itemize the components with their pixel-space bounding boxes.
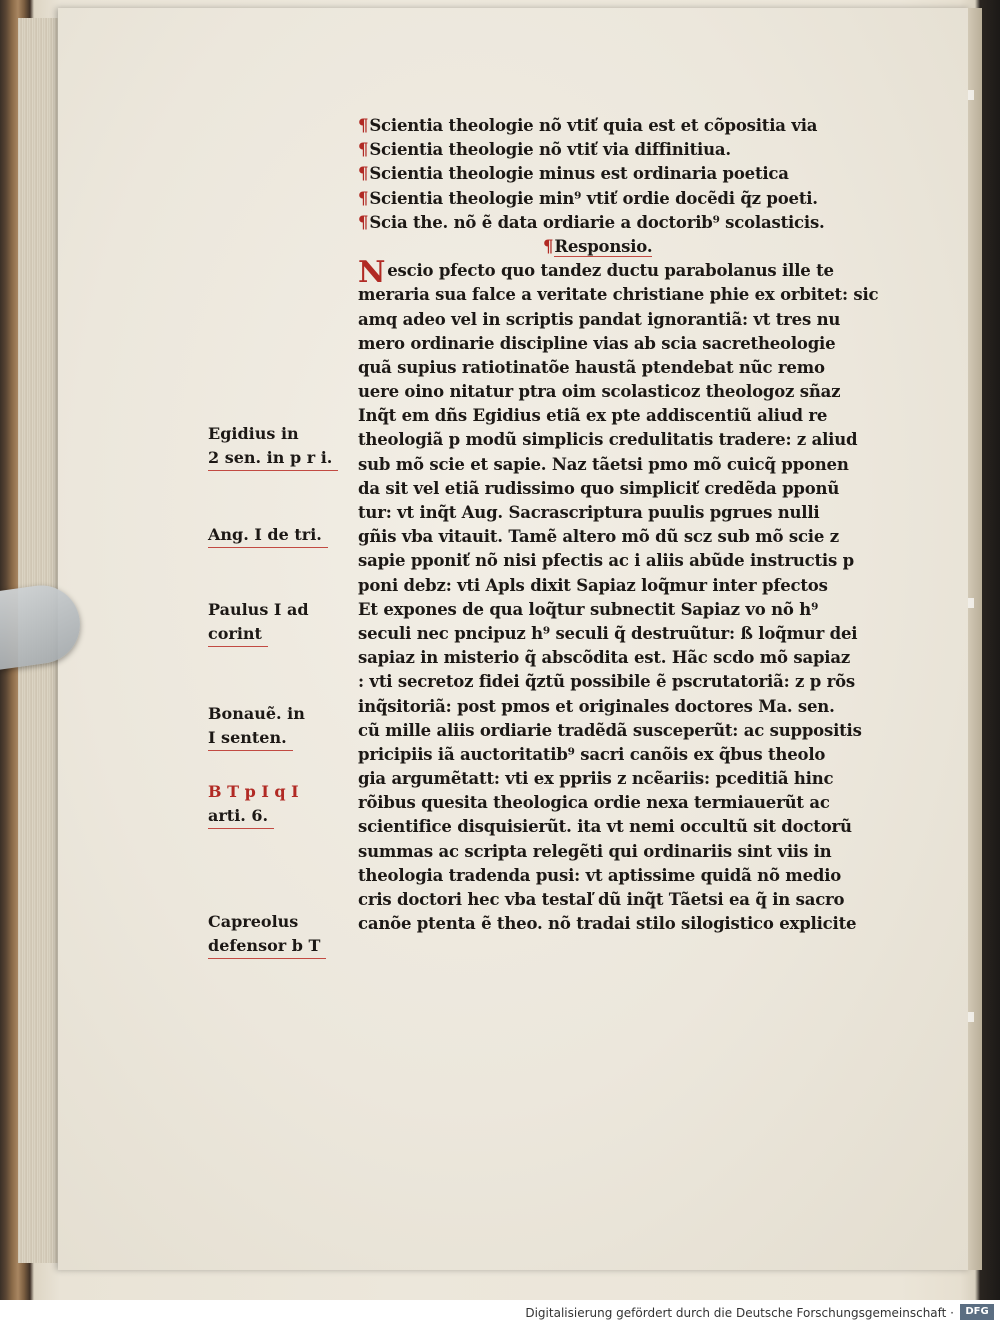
body-line: sub mõ scie et sapie. Naz tãetsi pmo mõ cuicq̃ pponen	[358, 454, 849, 474]
body-line: sapiaz in misterio q̃ abscõdita est. Hãc scdo mõ sapiaz	[358, 648, 851, 668]
body-line: inq̃sitoriã: post pmos et originales doctores Ma. sen.	[358, 696, 835, 716]
page-edge-mark	[968, 90, 974, 100]
body-line: theologiã p modũ simplicis credulitatis tradere: z aliud	[358, 430, 858, 450]
page-edge-mark	[968, 598, 974, 608]
pilcrow-icon: ¶	[358, 164, 369, 184]
page-edge-mark	[968, 1012, 974, 1022]
body-line: amq adeo vel in scriptis pandat ignorantiã: vt tres nu	[358, 309, 841, 329]
heading-line: ¶Scientia theologie min⁹ vtiť ordie docẽdi q̃z poeti.	[358, 188, 818, 208]
pilcrow-icon: ¶	[358, 212, 369, 232]
heading-line: ¶Scientia theologie minus est ordinaria poetica	[358, 164, 789, 184]
body-line: cris doctori hec vba testaľ dũ inq̃t Tãetsi ea q̃ in sacro	[358, 890, 845, 909]
body-line: gia argumẽtatt: vti ex ppriis z ncẽariis: pceditiã hinc	[358, 769, 834, 789]
body-line: summas ac scripta relegẽti qui ordinariis sint viis in	[358, 841, 832, 861]
body-line: sapie pponiť nõ nisi pfectis ac i aliis abũde instructis p	[358, 551, 854, 571]
body-line: canõe ptenta ẽ theo. nõ tradai stilo silogistico explicite	[358, 914, 857, 934]
heading-line: ¶Scientia theologie nõ vtiť quia est et cõpositia via	[358, 116, 818, 135]
body-line: Inq̃t em dñs Egidius etiã ex pte addiscentiũ aliud re	[358, 406, 828, 426]
footer-credit: Digitalisierung gefördert durch die Deutsche Forschungsgemeinschaft ·	[525, 1306, 954, 1320]
pilcrow-icon: ¶	[358, 116, 369, 135]
margin-note: Paulus I ad corint	[208, 598, 309, 647]
body-line: tur: vt inq̃t Aug. Sacrascriptura puulis pgrues nulli	[358, 503, 820, 522]
response-heading: ¶Responsio.	[543, 236, 653, 256]
body-line: scientifice disquisierũt. ita vt nemi occultũ sit doctorũ	[358, 817, 852, 837]
margin-note: Ang. I de tri.	[208, 523, 328, 548]
body-line: gñis vba vitauit. Tamẽ altero mõ dũ scz sub mõ scie z	[358, 527, 839, 547]
facing-page-edge	[968, 8, 982, 1270]
body-line: mero ordinarie discipline vias ab scia sacretheologie	[358, 333, 836, 353]
pilcrow-icon: ¶	[358, 140, 369, 160]
body-line: cũ mille aliis ordiarie tradẽdã susceperũt: ac suppositis	[358, 720, 862, 740]
heading-line: ¶Scia the. nõ ẽ data ordiarie a doctorib⁹ scolasticis.	[358, 212, 825, 232]
body-text	[358, 259, 878, 936]
body-line: : vti secretoz fidei q̃ztũ possibile ẽ pscrutatoriã: z p rõs	[358, 672, 856, 692]
body-line: poni debz: vti Apls dixit Sapiaz loq̃mur inter pfectos	[358, 575, 828, 595]
body-line: uere oino nitatur ptra oim scolasticoz theologoz sñaz	[358, 382, 841, 402]
dfg-logo: DFG	[960, 1304, 994, 1320]
body-line: meraria sua falce a veritate christiane phie ex orbitet: sic	[358, 285, 878, 305]
body-line: seculi nec pncipuz h⁹ seculi q̃ destruũtur: ß loq̃mur dei	[358, 623, 858, 643]
margin-note: Egidius in 2 sen. in p r i.	[208, 422, 338, 471]
pilcrow-icon: ¶	[358, 188, 369, 208]
body-line-first: Nescio pfecto quo tandez ductu parabolanus ille te	[358, 259, 834, 284]
body-line: theologia tradenda pusi: vt aptissime quidã nõ medio	[358, 865, 842, 885]
margin-note: Capreolus defensor b T	[208, 910, 326, 959]
initial-letter: N	[358, 259, 386, 284]
pilcrow-icon: ¶	[543, 236, 554, 256]
heading-list	[358, 114, 878, 235]
body-line: Et expones de qua loq̃tur subnectit Sapiaz vo nõ h⁹	[358, 599, 819, 619]
footer-bar	[0, 1300, 1000, 1325]
body-line: pricipiis iã auctoritatib⁹ sacri canõis ex q̃bus theolo	[358, 744, 826, 764]
body-line: rõibus quesita theologica ordie nexa termiauerũt ac	[358, 793, 830, 813]
main-text-block	[358, 114, 878, 936]
body-line: quã supius ratiotinatõe haustã ptendebat nũc remo	[358, 357, 825, 377]
margin-note: Bonauẽ. in I senten.	[208, 702, 305, 751]
margin-note: B T p I q I arti. 6.	[208, 780, 299, 829]
heading-line: ¶Scientia theologie nõ vtiť via diffinitiua.	[358, 140, 731, 160]
body-line: da sit vel etiã rudissimo quo simpliciť credẽda pponũ	[358, 478, 840, 498]
